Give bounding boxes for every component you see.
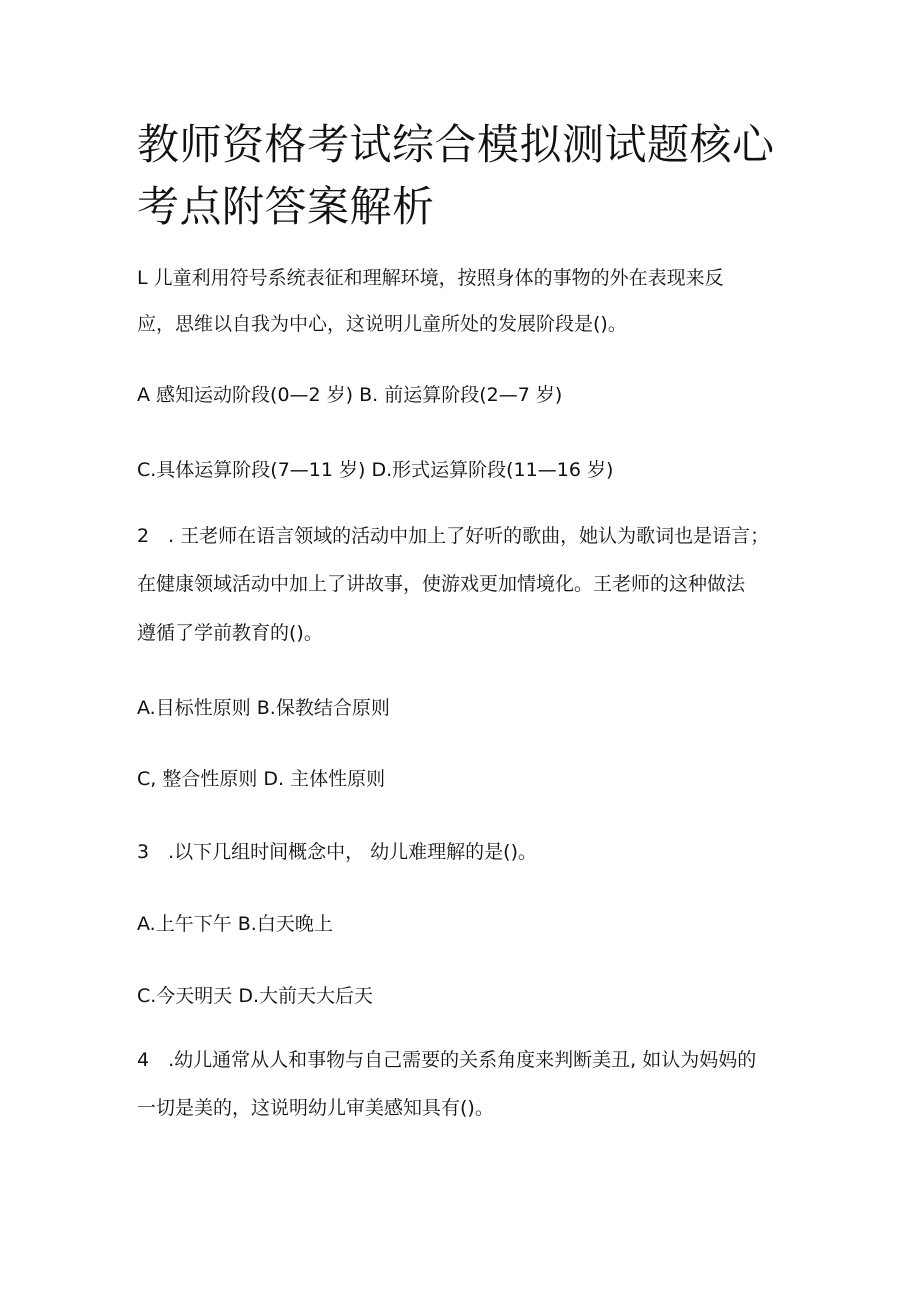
- question-2-stem-line-2: 在健康领域活动中加上了讲故事，使游戏更加情境化。王老师的这种做法: [137, 573, 746, 595]
- question-2-options-line-2: C, 整合性原则 D. 主体性原则: [137, 768, 386, 790]
- question-3-options-line-1: A.上午下午 B.白天晚上: [137, 913, 333, 935]
- question-1-options-line-2: C.具体运算阶段(7—11 岁) D.形式运算阶段(11—16 岁): [137, 459, 614, 481]
- question-1-options-line-1: A 感知运动阶段(0—2 岁) B. 前运算阶段(2—7 岁): [137, 384, 563, 406]
- question-1-stem-line-1: L 儿童利用符号系统表征和理解环境，按照身体的事物的外在表现来反: [137, 267, 724, 289]
- question-2-stem-line-3: 遵循了学前教育的()。: [137, 622, 323, 644]
- page-title: 教师资格考试综合模拟测试题核心考点附答案解析: [137, 120, 775, 231]
- question-4-stem-line-1: 4 .幼儿通常从人和事物与自己需要的关系角度来判断美丑, 如认为妈妈的: [137, 1049, 757, 1071]
- question-1-stem-line-2: 应，思维以自我为中心，这说明儿童所处的发展阶段是()。: [137, 313, 627, 335]
- question-2-stem-line-1: 2 . 王老师在语言领域的活动中加上了好听的歌曲，她认为歌词也是语言；: [137, 525, 770, 547]
- question-2-options-line-1: A.目标性原则 B.保教结合原则: [137, 697, 390, 719]
- question-4-stem-line-2: 一切是美的，这说明幼儿审美感知具有()。: [137, 1097, 494, 1119]
- question-3-options-line-2: C.今天明天 D.大前天大后天: [137, 985, 374, 1007]
- question-3-stem: 3 .以下几组时间概念中， 幼儿难理解的是()。: [137, 841, 537, 863]
